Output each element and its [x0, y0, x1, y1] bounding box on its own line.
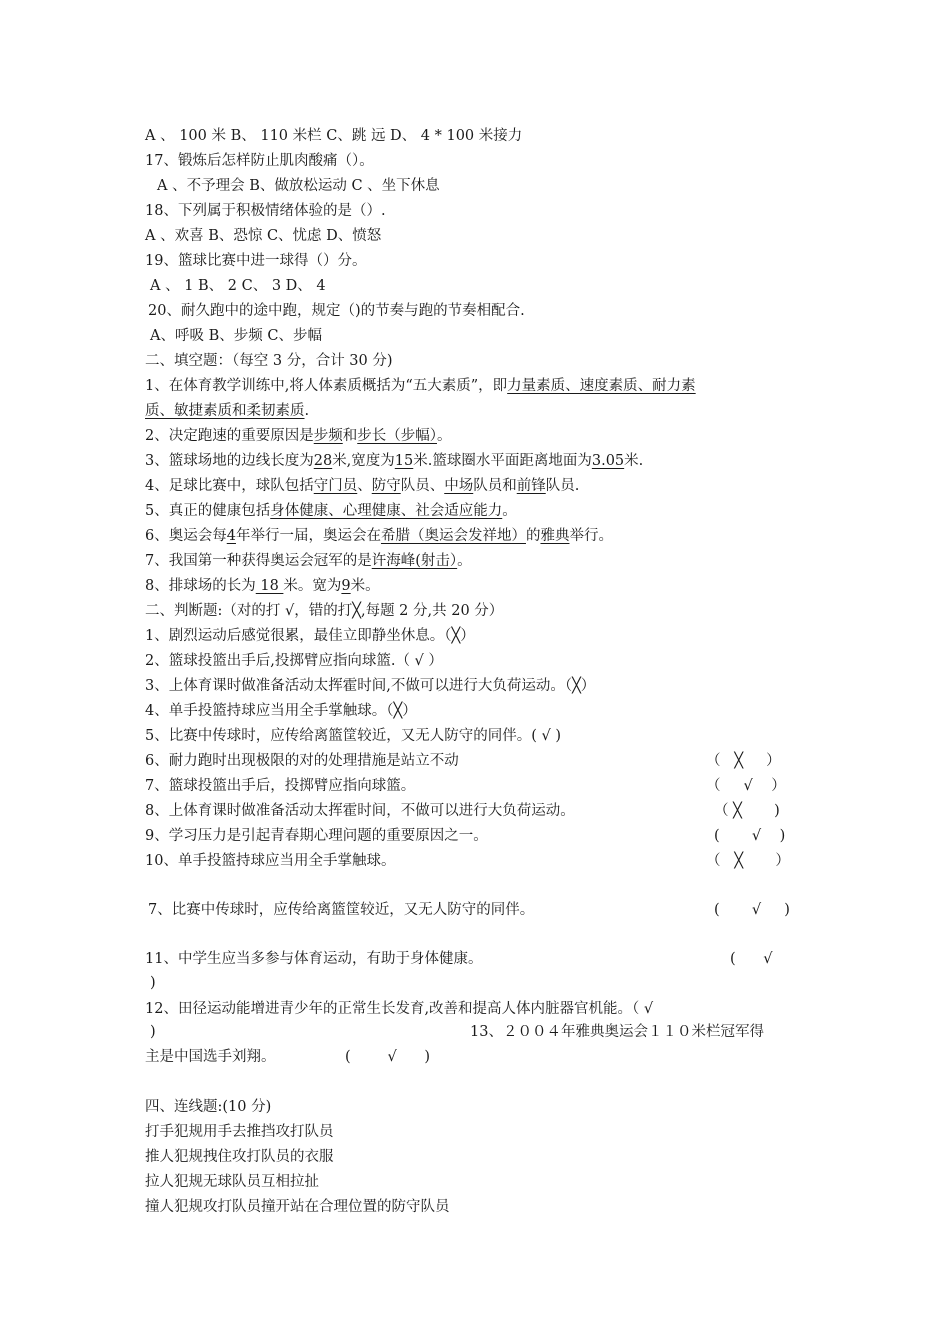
fill-q3-answer-1: 28 — [313, 453, 333, 469]
fill-q1-end: . — [304, 403, 310, 419]
fill-q4-text: 4、足球比赛中，球队包括 — [145, 478, 314, 494]
fill-q4-answer-2: 防守 — [371, 478, 401, 494]
fill-q2-answer-1: 步频 — [313, 428, 343, 444]
q19-options: A 、 1 B、 2 C、 3 D、 4 — [150, 278, 326, 294]
fill-q1-answer: 力量素质、速度素质、耐力素 — [507, 378, 696, 394]
judge-item-9: 9、学习压力是引起青春期心理问题的重要原因之一。 — [145, 828, 488, 844]
judge-item-6: 6、耐力跑时出现极限的对的处理措施是站立不动 — [145, 753, 459, 769]
fill-q6-answer-2: 希腊（奥运会发祥地） — [380, 528, 526, 544]
judge-item-12: 12、田径运动能增进青少年的正常生长发育,改善和提高人体内脏器官机能。（ √ — [145, 1001, 654, 1017]
judge-item-1: 1、剧烈运动后感觉很累，最佳立即静坐休息。（╳） — [145, 628, 475, 644]
fill-q2-text-2: 和 — [342, 428, 358, 444]
fill-q6-answer-3: 雅典 — [540, 528, 570, 544]
judge-item-7b: 7、比赛中传球时，应传给离篮筐较近，又无人防守的同伴。 — [148, 902, 535, 918]
fill-q3-answer-2: 15 — [394, 453, 414, 469]
judge-item-10: 10、单手投篮持球应当用全手掌触球。 — [145, 853, 396, 869]
q20-options: A、呼吸 B、步频 C、步幅 — [150, 328, 322, 344]
fill-q4-sep-1: 、 — [357, 478, 372, 494]
q18-options: A 、欢喜 B、恐惊 C、忧虑 D、愤怒 — [145, 228, 382, 244]
fill-q4-answer-3: 中场 — [444, 478, 474, 494]
fill-heading: 二、填空题：（每空 3 分，合计 30 分) — [145, 353, 393, 369]
q18-question: 18、下列属于积极情绪体验的是（）. — [145, 203, 386, 219]
fill-q8-end: 米。 — [350, 578, 380, 594]
fill-q6 — [145, 526, 613, 546]
fill-q3-text-2: 米,宽度为 — [332, 453, 395, 469]
judge-item-6-answer: （ ╳ ） — [706, 753, 781, 769]
fill-q6-answer-1: 4 — [226, 528, 236, 544]
judge-item-7-answer: （ √ ） — [706, 778, 786, 794]
fill-q5-end: 。 — [502, 503, 517, 519]
judge-item-3: 3、上体育课时做准备活动太挥霍时间,不做可以进行大负荷运动。（╳） — [145, 678, 596, 694]
judge-item-5: 5、比赛中传球时，应传给离篮筐较近，又无人防守的同伴。( √ ) — [145, 728, 561, 744]
fill-q8-text: 8、排球场的长为 — [145, 578, 256, 594]
fill-q7-answer: 许海峰(射击） — [371, 553, 458, 569]
fill-q2-answer-2: 步长（步幅） — [357, 428, 437, 444]
fill-q2-text: 2、决定跑速的重要原因是 — [145, 428, 314, 444]
fill-q4 — [145, 476, 579, 496]
match-item-3: 拉人犯规无球队员互相拉扯 — [145, 1174, 319, 1190]
fill-q6-text: 6、奥运会每 — [145, 528, 227, 544]
judge-item-13-answer: ( √ ) — [345, 1049, 431, 1065]
fill-q7 — [145, 551, 472, 571]
fill-q4-answer-4: 前锋 — [516, 478, 546, 494]
fill-q3-end: 米. — [624, 453, 644, 469]
fill-q4-text-3: 队员和 — [473, 478, 517, 494]
fill-q1-line1 — [145, 376, 696, 396]
q17-options: A 、不予理会 B、做放松运动 C 、坐下休息 — [157, 178, 440, 194]
fill-q3-answer-3: 3.05 — [591, 453, 625, 469]
judge-item-2: 2、篮球投篮出手后,投掷臂应指向球篮.（ √ ） — [145, 653, 443, 669]
fill-q5 — [145, 501, 517, 521]
fill-q8-text-2: 米。宽为 — [283, 578, 342, 594]
fill-q7-text: 7、我国第一种获得奥运会冠军的是 — [145, 553, 372, 569]
judge-item-7b-answer: ( √ ) — [714, 902, 790, 918]
judge-item-13-line2: 主是中国选手刘翔。 — [145, 1049, 276, 1065]
judge-item-4: 4、单手投篮持球应当用全手掌触球。（╳） — [145, 703, 417, 719]
q20-question: 20、耐久跑中的途中跑，规定（)的节奏与跑的节奏相配合. — [148, 303, 525, 319]
fill-q7-end: 。 — [457, 553, 472, 569]
fill-q6-text-3: 的 — [525, 528, 541, 544]
fill-q4-text-2: 队员、 — [400, 478, 445, 494]
fill-q2-end: 。 — [436, 428, 452, 444]
fill-q5-text: 5、真正的健康包括 — [145, 503, 271, 519]
fill-q5-answer: 身体健康、心理健康、社会适应能力 — [270, 503, 503, 519]
fill-q1-line2 — [145, 401, 309, 421]
judge-item-7: 7、篮球投篮出手后，投掷臂应指向球篮。 — [145, 778, 416, 794]
match-item-4: 撞人犯规攻打队员撞开站在合理位置的防守队员 — [145, 1199, 450, 1215]
q17-question: 17、锻炼后怎样防止肌肉酸痛（）。 — [145, 153, 374, 169]
fill-q4-answer-1: 守门员 — [313, 478, 358, 494]
judge-item-9-answer: ( √ ) — [714, 828, 786, 844]
judge-item-11-close: ) — [150, 975, 156, 991]
judge-item-8: 8、上体育课时做准备活动太挥霍时间，不做可以进行大负荷运动。 — [145, 803, 575, 819]
fill-q8-answer-1: 18 — [255, 578, 284, 594]
fill-q8 — [145, 576, 380, 596]
fill-q8-answer-2: 9 — [341, 578, 351, 594]
judge-item-10-answer: （ ╳ ） — [706, 853, 790, 869]
judge-heading: 二、判断题:（对的打 √，错的打╳,每题 2 分,共 20 分） — [145, 603, 504, 619]
judge-item-13-line1: 13、２００４年雅典奥运会１１０米栏冠军得 — [470, 1024, 764, 1040]
fill-q1-text: 1、在体育教学训练中,将人体素质概括为“五大素质”，即 — [145, 378, 508, 394]
judge-item-11-answer: ( √ — [730, 951, 773, 967]
fill-q6-end: 举行。 — [569, 528, 613, 544]
fill-q1-answer-cont: 质、敏捷素质和柔韧素质 — [145, 403, 305, 419]
fill-q6-text-2: 年举行一届，奥运会在 — [235, 528, 381, 544]
fill-q3 — [145, 451, 643, 471]
judge-item-12-close: ) — [150, 1024, 156, 1040]
match-heading: 四、连线题:(10 分) — [145, 1099, 272, 1115]
fill-q3-text: 3、篮球场地的边线长度为 — [145, 453, 314, 469]
match-item-1: 打手犯规用手去推挡攻打队员 — [145, 1124, 334, 1140]
match-item-2: 推人犯规拽住攻打队员的衣服 — [145, 1149, 334, 1165]
q19-question: 19、篮球比赛中进一球得（）分。 — [145, 253, 367, 269]
fill-q4-end: 队员. — [545, 478, 580, 494]
fill-q3-text-3: 米.篮球圈水平面距离地面为 — [413, 453, 592, 469]
fill-q2 — [145, 426, 451, 446]
q16-options: A 、 100 米 B、 110 米栏 C、跳 远 D、 4 * 100 米接力 — [145, 128, 523, 144]
judge-item-11: 11、中学生应当多参与体育运动，有助于身体健康。 — [145, 951, 483, 967]
judge-item-8-answer: （ ╳ ) — [714, 803, 780, 819]
